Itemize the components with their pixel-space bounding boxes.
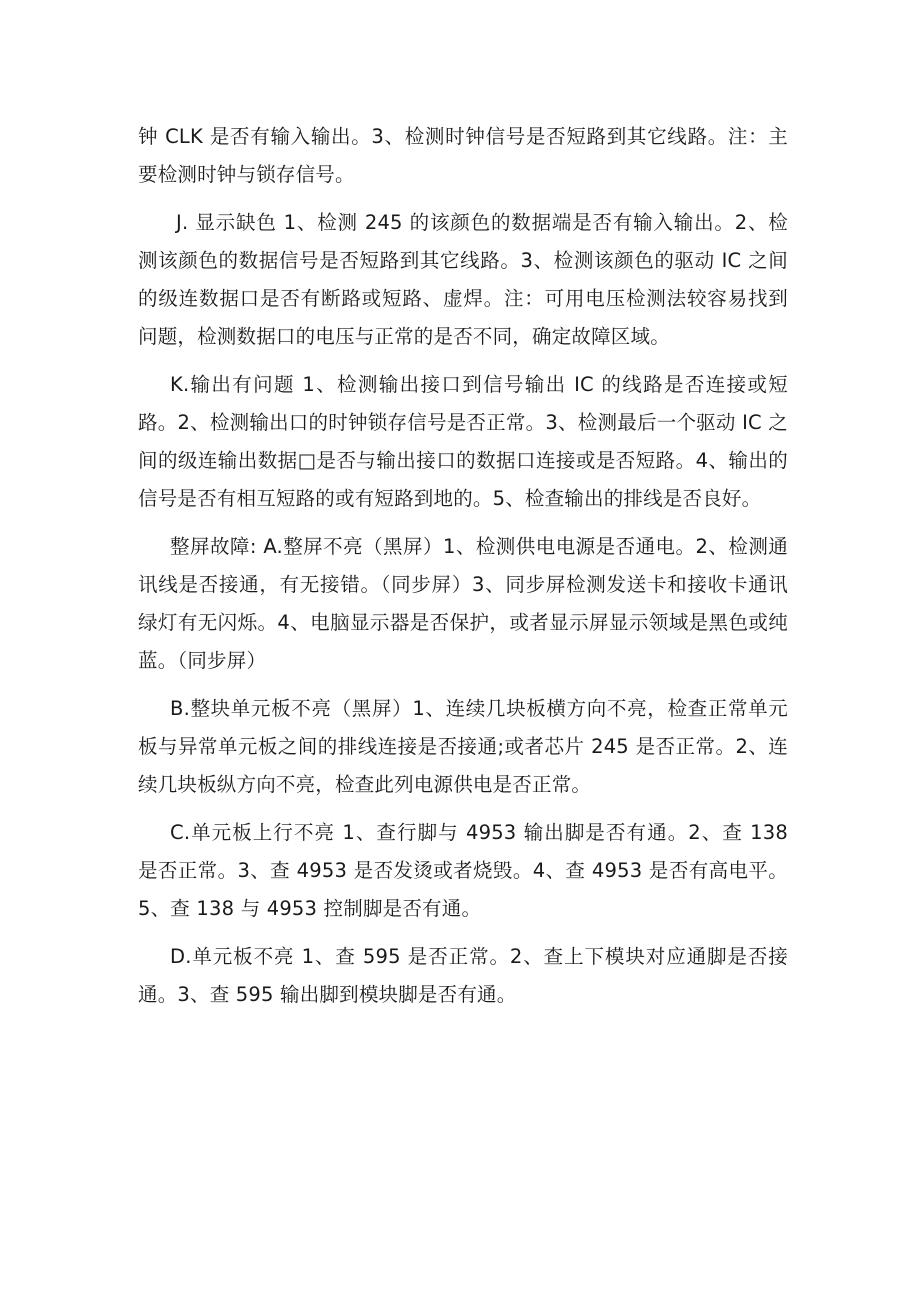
paragraph-c-row-dark: C.单元板上行不亮 1、查行脚与 4953 输出脚是否有通。2、查 138 是否正常。3、查 4953 是否发烫或者烧毁。4、查 4953 是否有高电平。5、查 138 与 4953 控制脚是否有通。 xyxy=(138,821,788,920)
paragraph-d-unit-board-off: D.单元板不亮 1、查 595 是否正常。2、查上下模块对应通脚是否接通。3、查 595 输出脚到模块脚是否有通。 xyxy=(138,945,788,1006)
paragraph-clock-signal: 钟 CLK 是否有输入输出。3、检测时钟信号是否短路到其它线路。注：主要检测时钟与锁存信号。 xyxy=(138,125,788,186)
paragraph-j-missing-color: J. 显示缺色 1、检测 245 的该颜色的数据端是否有输入输出。2、检测该颜色的数据信号是否短路到其它线路。3、检测该颜色的驱动 IC 之间的级连数据口是否有断路或短路、虚焊。注：可用电压检测法较容易找到问题，检测数据口的电压与正常的是否不同，确定故障区域。 xyxy=(138,211,788,348)
paragraph-whole-screen-a: 整屏故障: A.整屏不亮（黑屏）1、检测供电电源是否通电。2、检测通讯线是否接通，有无接错。（同步屏）3、同步屏检测发送卡和接收卡通讯绿灯有无闪烁。4、电脑显示器是否保护，或者显示屏显示领域是黑色或纯蓝。（同步屏） xyxy=(138,535,788,672)
paragraph-k-output-problem: K.输出有问题 1、检测输出接口到信号输出 IC 的线路是否连接或短路。2、检测输出口的时钟锁存信号是否正常。3、检测最后一个驱动 IC 之间的级连输出数据□是否与输出接口的数据口连接或是否短路。4、输出的信号是否有相互短路的或有短路到地的。5、检查输出的排线是否良好。 xyxy=(138,373,788,510)
paragraph-b-unit-board-dark: B.整块单元板不亮（黑屏）1、连续几块板横方向不亮，检查正常单元板与异常单元板之间的排线连接是否接通;或者芯片 245 是否正常。2、连续几块板纵方向不亮，检查此列电源供电是否正常。 xyxy=(138,697,788,796)
document-page xyxy=(138,118,788,1024)
